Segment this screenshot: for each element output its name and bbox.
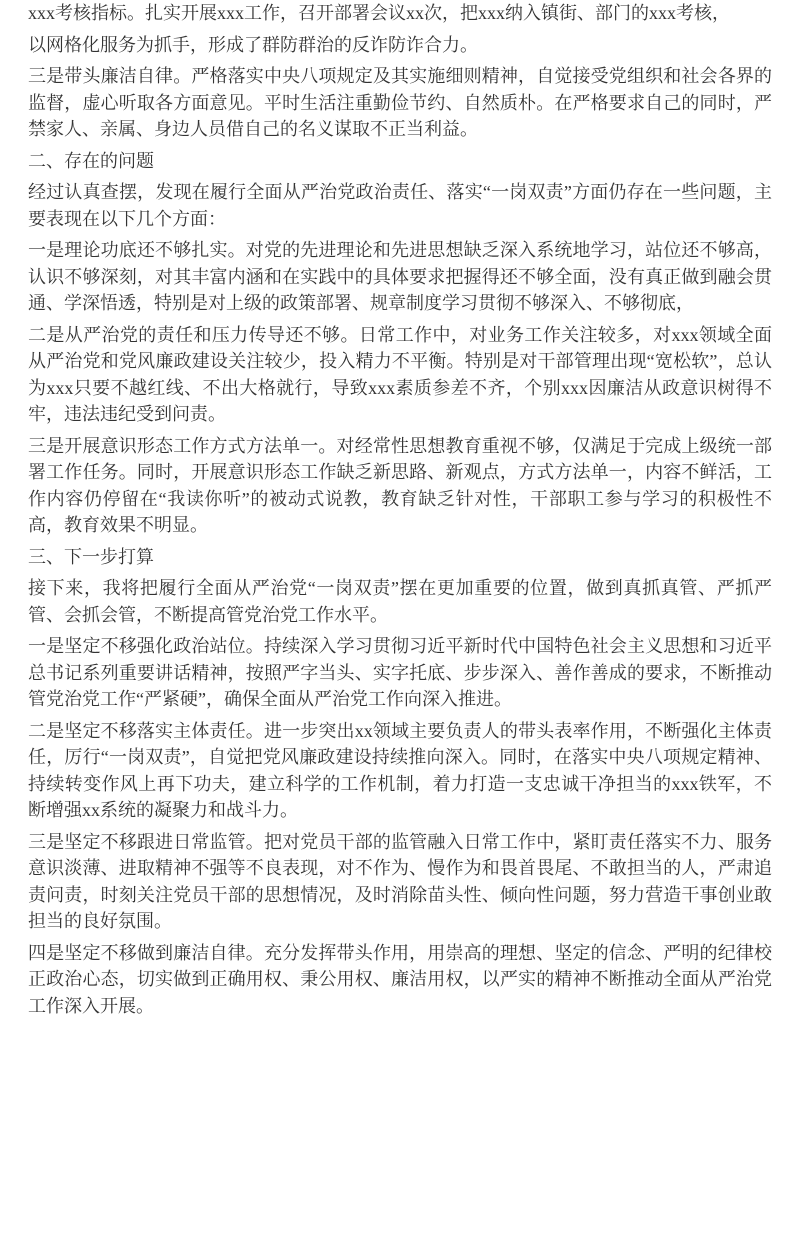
- paragraph: 三是坚定不移跟进日常监管。把对党员干部的监管融入日常工作中，紧盯责任落实不力、服务意识淡薄、进取精神不强等不良表现，对不作为、慢作为和畏首畏尾、不敢担当的人，严肃追责问责，时刻关注党员干部的思想情况，及时消除苗头性、倾向性问题，努力营造干事创业敢担当的良好氛围。: [28, 831, 772, 931]
- paragraph: 接下来，我将把履行全面从严治党“一岗双责”摆在更加重要的位置，做到真抓真管、严抓严管、会抓会管，不断提高管党治党工作水平。: [28, 578, 772, 625]
- paragraph: 经过认真查摆，发现在履行全面从严治党政治责任、落实“一岗双责”方面仍存在一些问题，主要表现在以下几个方面：: [28, 182, 772, 229]
- paragraph: 四是坚定不移做到廉洁自律。充分发挥带头作用，用崇高的理想、坚定的信念、严明的纪律校正政治心态，切实做到正确用权、秉公用权、廉洁用权，以严实的精神不断推动全面从严治党工作深入开展。: [28, 942, 772, 1016]
- paragraph: 二是坚定不移落实主体责任。进一步突出xx领域主要负责人的带头表率作用，不断强化主体责任，厉行“一岗双责”，自觉把党风廉政建设持续推向深入。同时，在落实中央八项规定精神、持续转变作风上再下功夫，建立科学的工作机制，着力打造一支忠诚干净担当的xxx铁军，不断增强xx系统的凝聚力和战斗力。: [28, 720, 772, 820]
- section-heading-next-steps: 三、下一步打算: [28, 546, 154, 567]
- paragraph: 以网格化服务为抓手，形成了群防群治的反诈防诈合力。: [28, 34, 478, 55]
- paragraph-clipped-top: xxx考核指标。扎实开展xxx工作，召开部署会议xx次，把xxx纳入镇街、部门的xxx考核，: [28, 3, 730, 23]
- paragraph: 三是带头廉洁自律。严格落实中央八项规定及其实施细则精神，自觉接受党组织和社会各界的监督，虚心听取各方面意见。平时生活注重勤俭节约、自然质朴。在严格要求自己的同时，严禁家人、亲属、身边人员借自己的名义谋取不正当利益。: [28, 66, 772, 139]
- section-heading-problems: 二、存在的问题: [28, 150, 154, 171]
- paragraph: 二是从严治党的责任和压力传导还不够。日常工作中，对业务工作关注较多，对xxx领域全面从严治党和党风廉政建设关注较少，投入精力不平衡。特别是对干部管理出现“宽松软”，总认为xxx只要不越红线、不出大格就行，导致xxx素质参差不齐，个别xxx因廉洁从政意识树得不牢，违法违纪受到问责。: [28, 324, 772, 424]
- paragraph: 三是开展意识形态工作方式方法单一。对经常性思想教育重视不够，仅满足于完成上级统一部署工作任务。同时，开展意识形态工作缺乏新思路、新观点，方式方法单一，内容不鲜活，工作内容仍停留在“我读你听”的被动式说教，教育缺乏针对性，干部职工参与学习的积极性不高，教育效果不明显。: [28, 435, 772, 535]
- paragraph: 一是理论功底还不够扎实。对党的先进理论和先进思想缺乏深入系统地学习，站位还不够高，认识不够深刻，对其丰富内涵和在实践中的具体要求把握得还不够全面，没有真正做到融会贯通、学深悟透，特别是对上级的政策部署、规章制度学习贯彻不够深入、不够彻底，: [28, 240, 772, 313]
- paragraph: 一是坚定不移强化政治站位。持续深入学习贯彻习近平新时代中国特色社会主义思想和习近平总书记系列重要讲话精神，按照严字当头、实字托底、步步深入、善作善成的要求，不断推动管党治党工作“严紧硬”，确保全面从严治党工作向深入推进。: [28, 636, 772, 709]
